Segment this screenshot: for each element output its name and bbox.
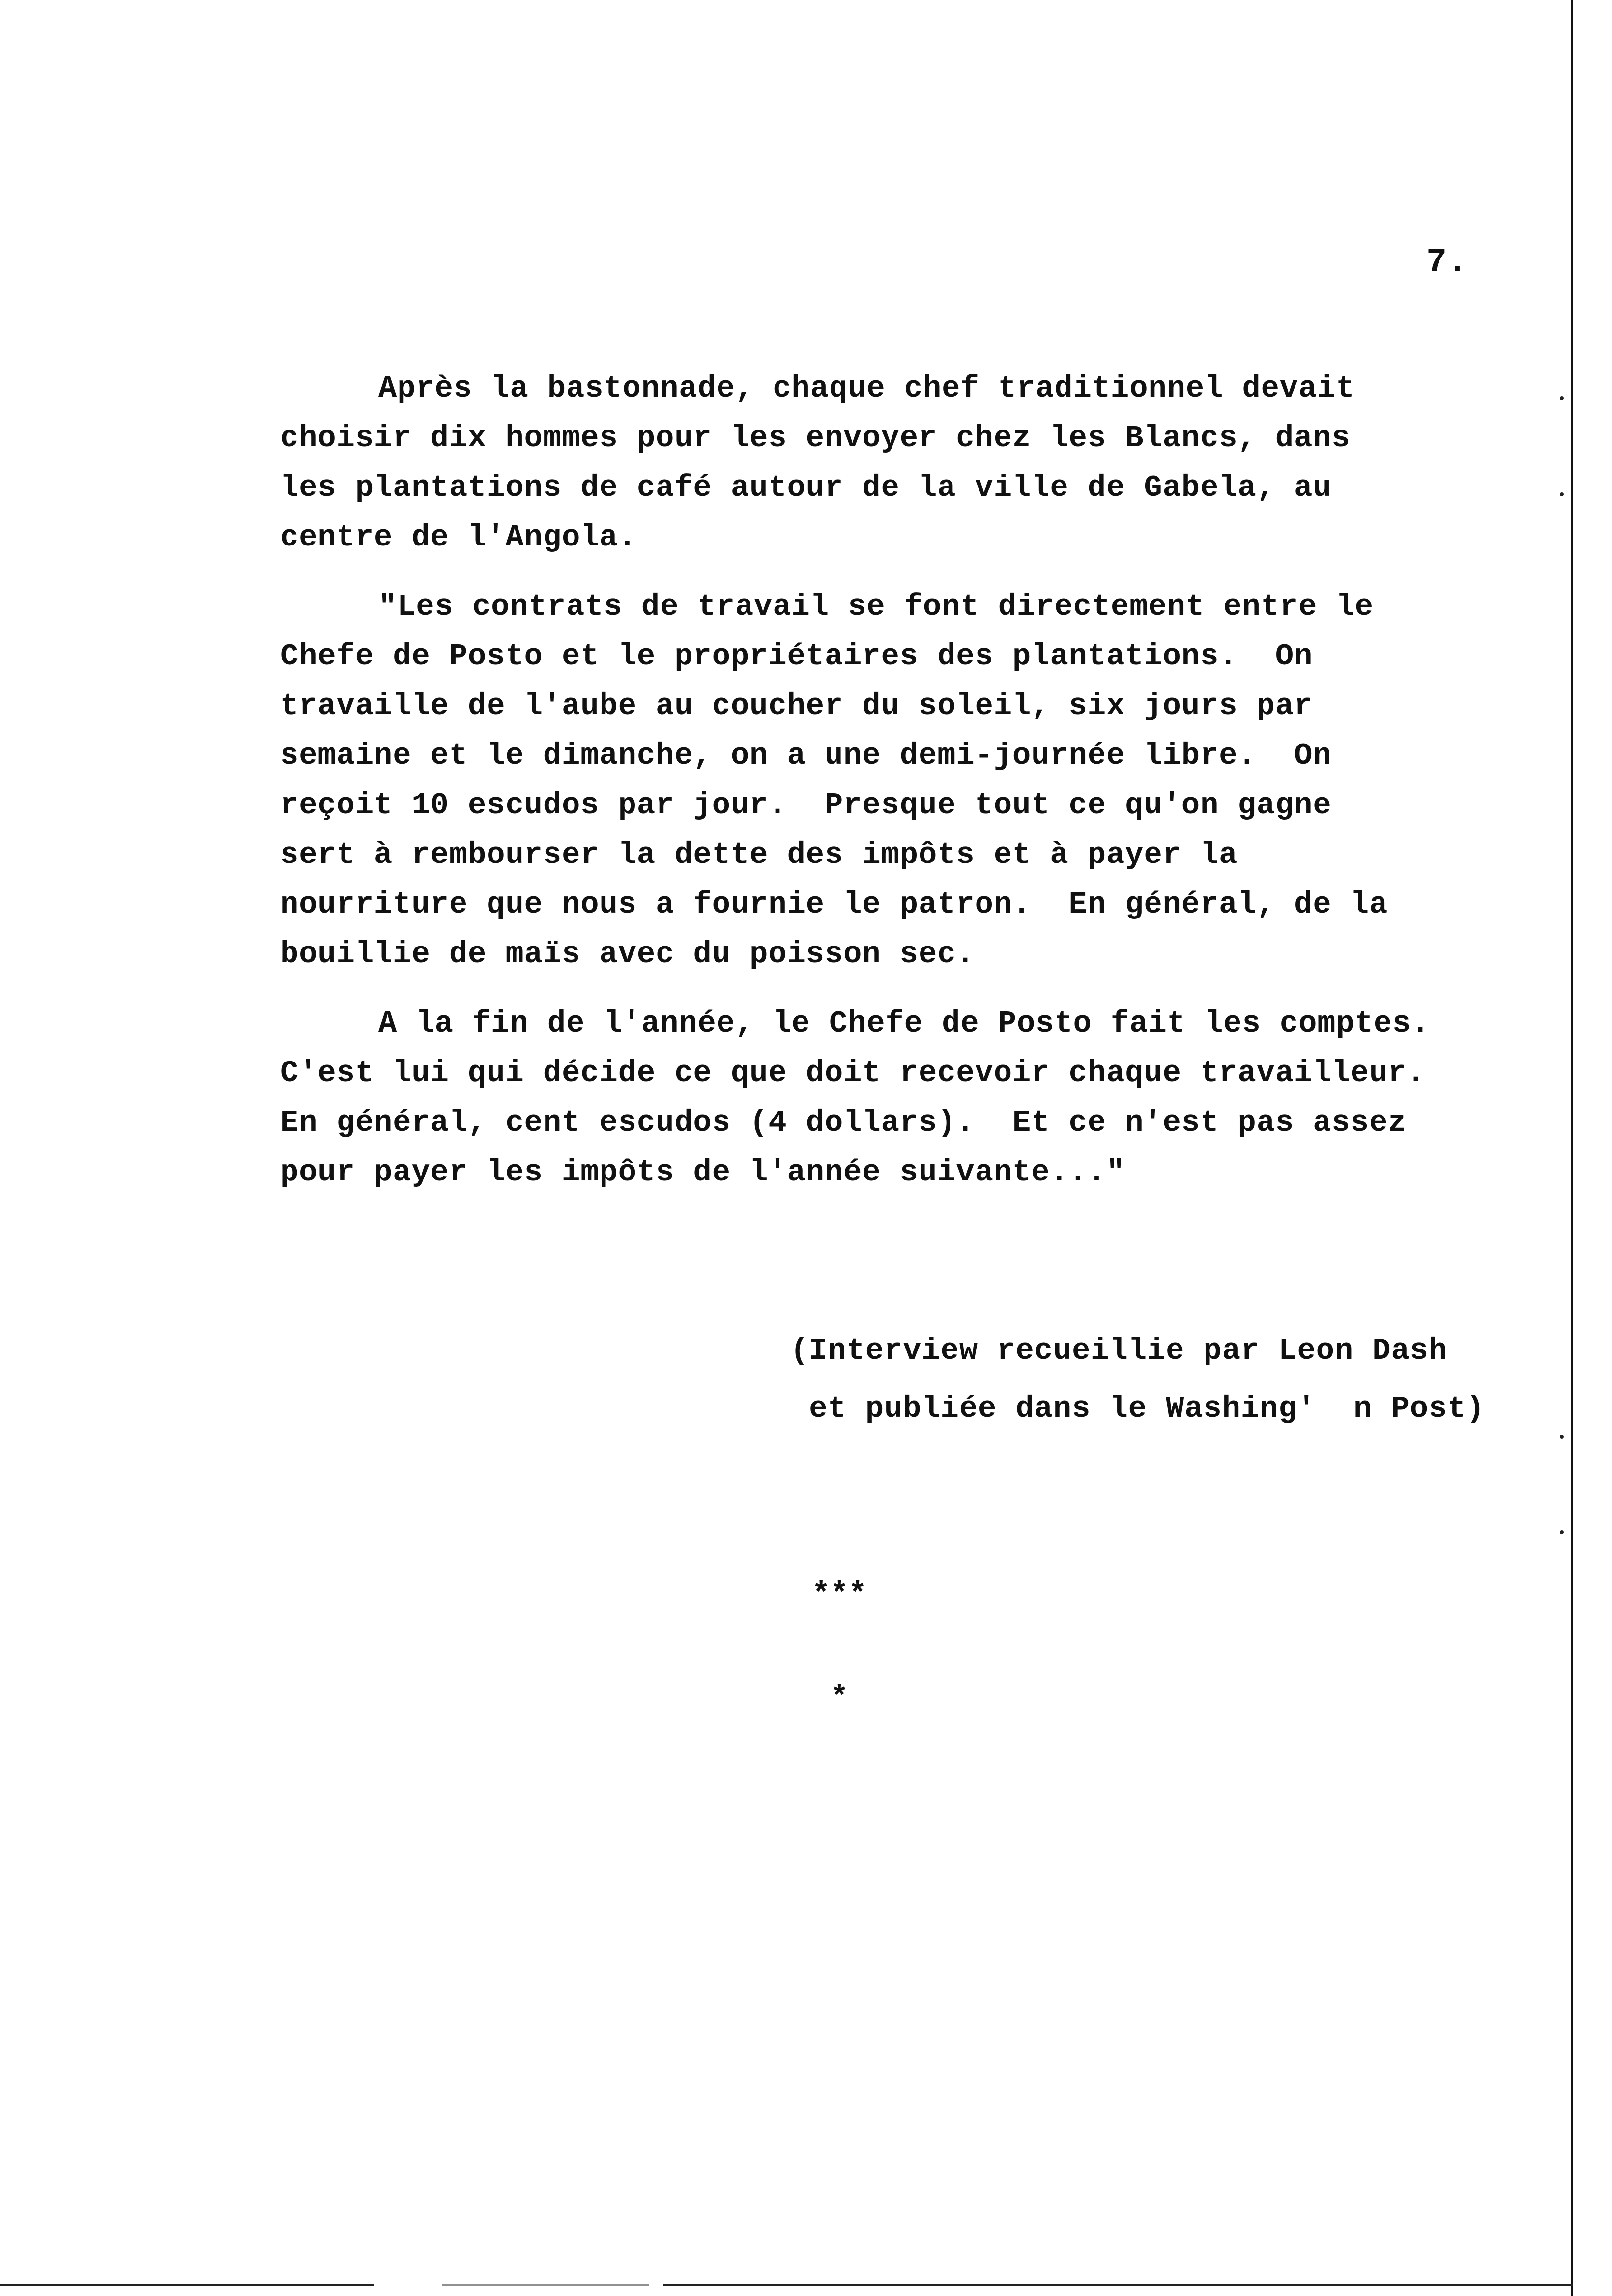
- edge-mark: [1560, 396, 1564, 400]
- text-line: sert à rembourser la dette des impôts et à payer la: [280, 837, 1238, 872]
- text-line: C'est lui qui décide ce que doit recevoir chaque travailleur.: [280, 1056, 1426, 1091]
- text-line: "Les contrats de travail se font directement entre le: [378, 589, 1374, 624]
- text-line: bouillie de maïs avec du poisson sec.: [280, 937, 975, 972]
- text-line: semaine et le dimanche, on a une demi-journée libre. On: [280, 738, 1332, 773]
- paragraph-3: [280, 999, 1519, 1197]
- text-line: En général, cent escudos (4 dollars). Et ce n'est pas assez: [280, 1105, 1407, 1140]
- paragraph-2: [280, 582, 1519, 979]
- edge-mark: [1560, 492, 1564, 496]
- text-line: Chefe de Posto et le propriétaires des plantations. On: [280, 639, 1313, 674]
- text-line: les plantations de café autour de la ville de Gabela, au: [280, 470, 1332, 505]
- bottom-rule: [0, 2284, 374, 2286]
- attribution: [790, 1322, 1485, 1438]
- section-separator: [812, 1509, 885, 1784]
- separator-star-bottom: *: [812, 1680, 849, 1715]
- text-line: centre de l'Angola.: [280, 520, 637, 555]
- edge-mark: [1560, 1530, 1564, 1534]
- attribution-line-1: (Interview recueillie par Leon Dash: [790, 1333, 1448, 1368]
- page-edge-line: [1571, 0, 1573, 2296]
- text-line: nourriture que nous a fournie le patron. En général, de la: [280, 887, 1388, 922]
- page-number: 7.: [1426, 243, 1468, 282]
- text-line: travaille de l'aube au coucher du soleil, six jours par: [280, 689, 1313, 723]
- text-line: choisir dix hommes pour les envoyer chez les Blancs, dans: [280, 421, 1351, 456]
- text-line: A la fin de l'année, le Chefe de Posto fait les comptes.: [378, 1006, 1430, 1041]
- text-line: Après la bastonnade, chaque chef traditionnel devait: [378, 371, 1355, 406]
- separator-stars-top: ***: [812, 1577, 867, 1612]
- text-line: reçoit 10 escudos par jour. Presque tout ce qu'on gagne: [280, 788, 1332, 823]
- edge-mark: [1560, 1435, 1564, 1439]
- bottom-rule: [663, 2284, 1573, 2286]
- paragraph-1: [280, 364, 1519, 562]
- text-line: pour payer les impôts de l'année suivante...": [280, 1155, 1125, 1190]
- bottom-rule: [442, 2284, 649, 2286]
- body-text: [280, 364, 1519, 1217]
- attribution-line-2: et publiée dans le Washing' n Post): [790, 1391, 1485, 1426]
